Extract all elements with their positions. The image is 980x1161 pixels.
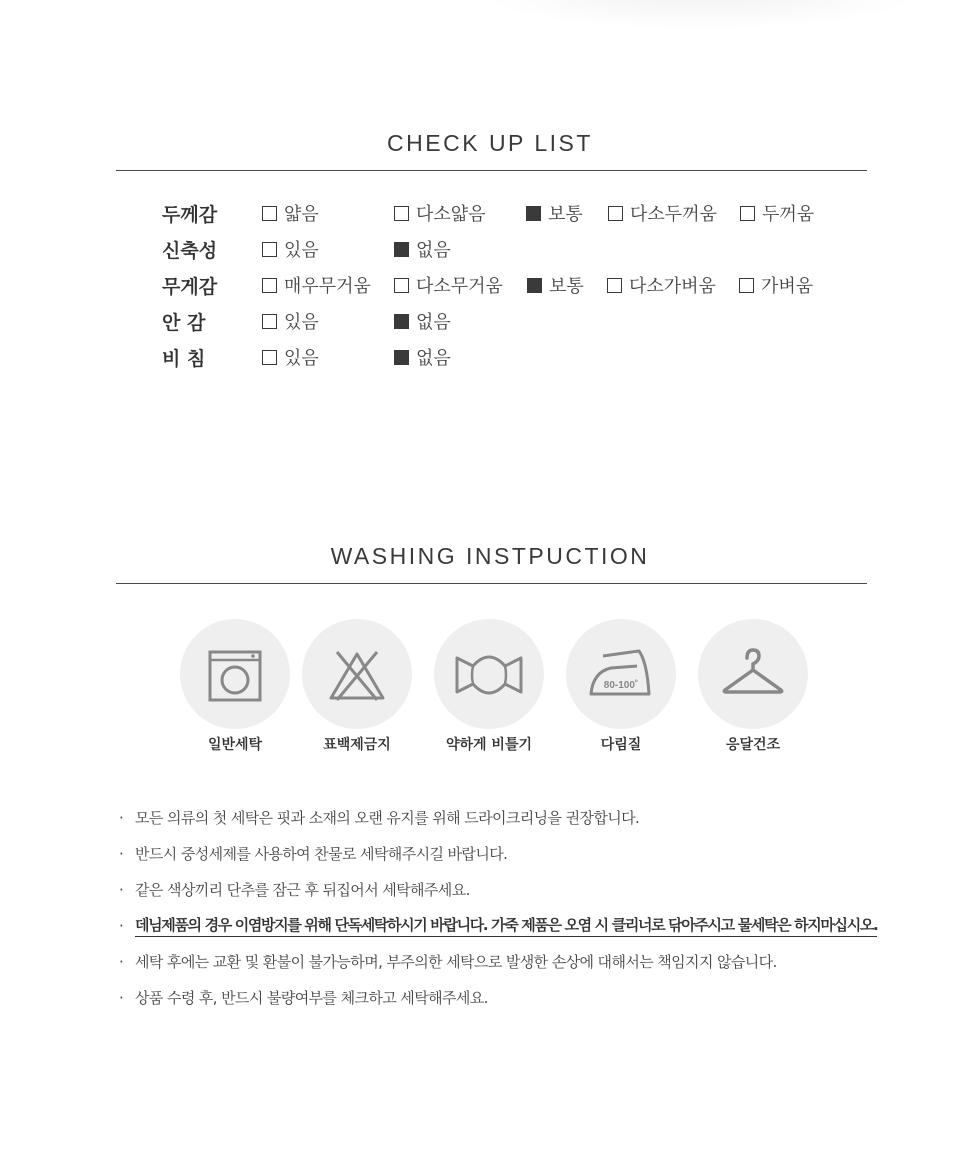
wash-item-normal <box>180 619 290 769</box>
note-text: 반드시 중성세제를 사용하여 찬물로 세탁해주시길 바랍니다. <box>135 845 508 863</box>
bullet-icon: · <box>119 917 124 935</box>
checkup-row-label: 비 침 <box>162 348 206 370</box>
bullet-icon: · <box>119 989 124 1007</box>
checkup-option-label: 없음 <box>416 348 451 369</box>
bullet-icon: · <box>119 809 124 827</box>
no-bleach-icon <box>317 634 397 714</box>
checkup-row <box>0 305 980 341</box>
checkup-option-label: 있음 <box>284 312 319 333</box>
checkup-option-label: 없음 <box>416 312 451 333</box>
empty-box-icon <box>608 206 623 221</box>
empty-box-icon <box>394 206 409 221</box>
checkup-row <box>0 341 980 377</box>
note-text: 상품 수령 후, 반드시 불량여부를 체크하고 세탁해주세요. <box>135 989 488 1007</box>
checkup-row-label: 무게감 <box>162 276 218 298</box>
empty-box-icon <box>739 278 754 293</box>
wash-item-gentle-twist <box>434 619 544 769</box>
checkup-row <box>0 269 980 305</box>
icon-circle <box>302 619 412 729</box>
checked-box-icon <box>394 242 409 257</box>
empty-box-icon <box>740 206 755 221</box>
checkup-option-label: 매우무거움 <box>284 276 371 297</box>
wash-label: 다림질 <box>600 737 642 753</box>
wash-label: 일반세탁 <box>207 737 263 753</box>
wash-item-no-bleach <box>302 619 412 769</box>
note-text: 모든 의류의 첫 세탁은 핏과 소재의 오랜 유지를 위해 드라이크리닝을 권장합니다. <box>135 809 640 827</box>
washing-divider <box>116 583 867 584</box>
checkup-option-label: 두꺼움 <box>762 204 815 225</box>
wash-label: 응달건조 <box>725 737 781 753</box>
wash-label: 약하게 비틀기 <box>445 737 533 753</box>
note-text: 세탁 후에는 교환 및 환불이 불가능하며, 부주의한 세탁으로 발생한 손상에 대해서는 책임지지 않습니다. <box>135 953 777 971</box>
checkup-title: CHECK UP LIST <box>387 130 593 156</box>
hanger-icon <box>713 634 793 714</box>
checkup-divider <box>116 170 867 171</box>
gentle-twist-icon <box>449 634 529 714</box>
checkup-row <box>0 197 980 233</box>
checkup-row <box>0 233 980 269</box>
checked-box-icon <box>394 350 409 365</box>
checkup-option-label: 없음 <box>416 240 451 261</box>
checked-box-icon <box>394 314 409 329</box>
empty-box-icon <box>394 278 409 293</box>
bullet-icon: · <box>119 845 124 863</box>
wash-label: 표백제금지 <box>323 737 391 753</box>
checkup-option-label: 다소무거움 <box>416 276 503 297</box>
checked-box-icon <box>527 278 542 293</box>
empty-box-icon <box>262 350 277 365</box>
iron-icon <box>581 634 661 714</box>
checkup-option-label: 다소가벼움 <box>629 276 716 297</box>
washing-title: WASHING INSTPUCTION <box>330 543 650 569</box>
icon-circle <box>698 619 808 729</box>
empty-box-icon <box>262 242 277 257</box>
checkup-option-label: 있음 <box>284 240 319 261</box>
checkup-row-label: 두께감 <box>162 204 218 226</box>
bullet-icon: · <box>119 881 124 899</box>
note-text: 같은 색상끼리 단추를 잠근 후 뒤집어서 세탁해주세요. <box>135 881 470 899</box>
empty-box-icon <box>262 278 277 293</box>
checkup-option-label: 가벼움 <box>761 276 814 297</box>
checkup-option-label: 있음 <box>284 348 319 369</box>
icon-circle <box>434 619 544 729</box>
empty-box-icon <box>607 278 622 293</box>
washing-machine-icon <box>195 634 275 714</box>
checkup-option-label: 다소두꺼움 <box>630 204 717 225</box>
checkup-row-label: 신축성 <box>162 240 218 262</box>
empty-box-icon <box>262 314 277 329</box>
icon-circle <box>566 619 676 729</box>
wash-item-iron <box>566 619 676 769</box>
checkup-option-label: 보통 <box>548 204 583 225</box>
checkup-option-label: 얇음 <box>284 204 319 225</box>
icon-circle <box>180 619 290 729</box>
top-decorative-shadow <box>480 0 920 30</box>
empty-box-icon <box>262 206 277 221</box>
iron-temperature-label: 80-100˚ <box>603 680 639 691</box>
checked-box-icon <box>526 206 541 221</box>
note-text: 데님제품의 경우 이염방지를 위해 단독세탁하시기 바랍니다. 가죽 제품은 오염 시 클리너로 닦아주시고 물세탁은 하지마십시오. <box>135 914 877 937</box>
checkup-option-label: 보통 <box>549 276 584 297</box>
checkup-option-label: 다소얇음 <box>416 204 486 225</box>
bullet-icon: · <box>119 953 124 971</box>
checkup-row-label: 안 감 <box>162 312 206 334</box>
wash-item-shade-dry <box>698 619 808 769</box>
